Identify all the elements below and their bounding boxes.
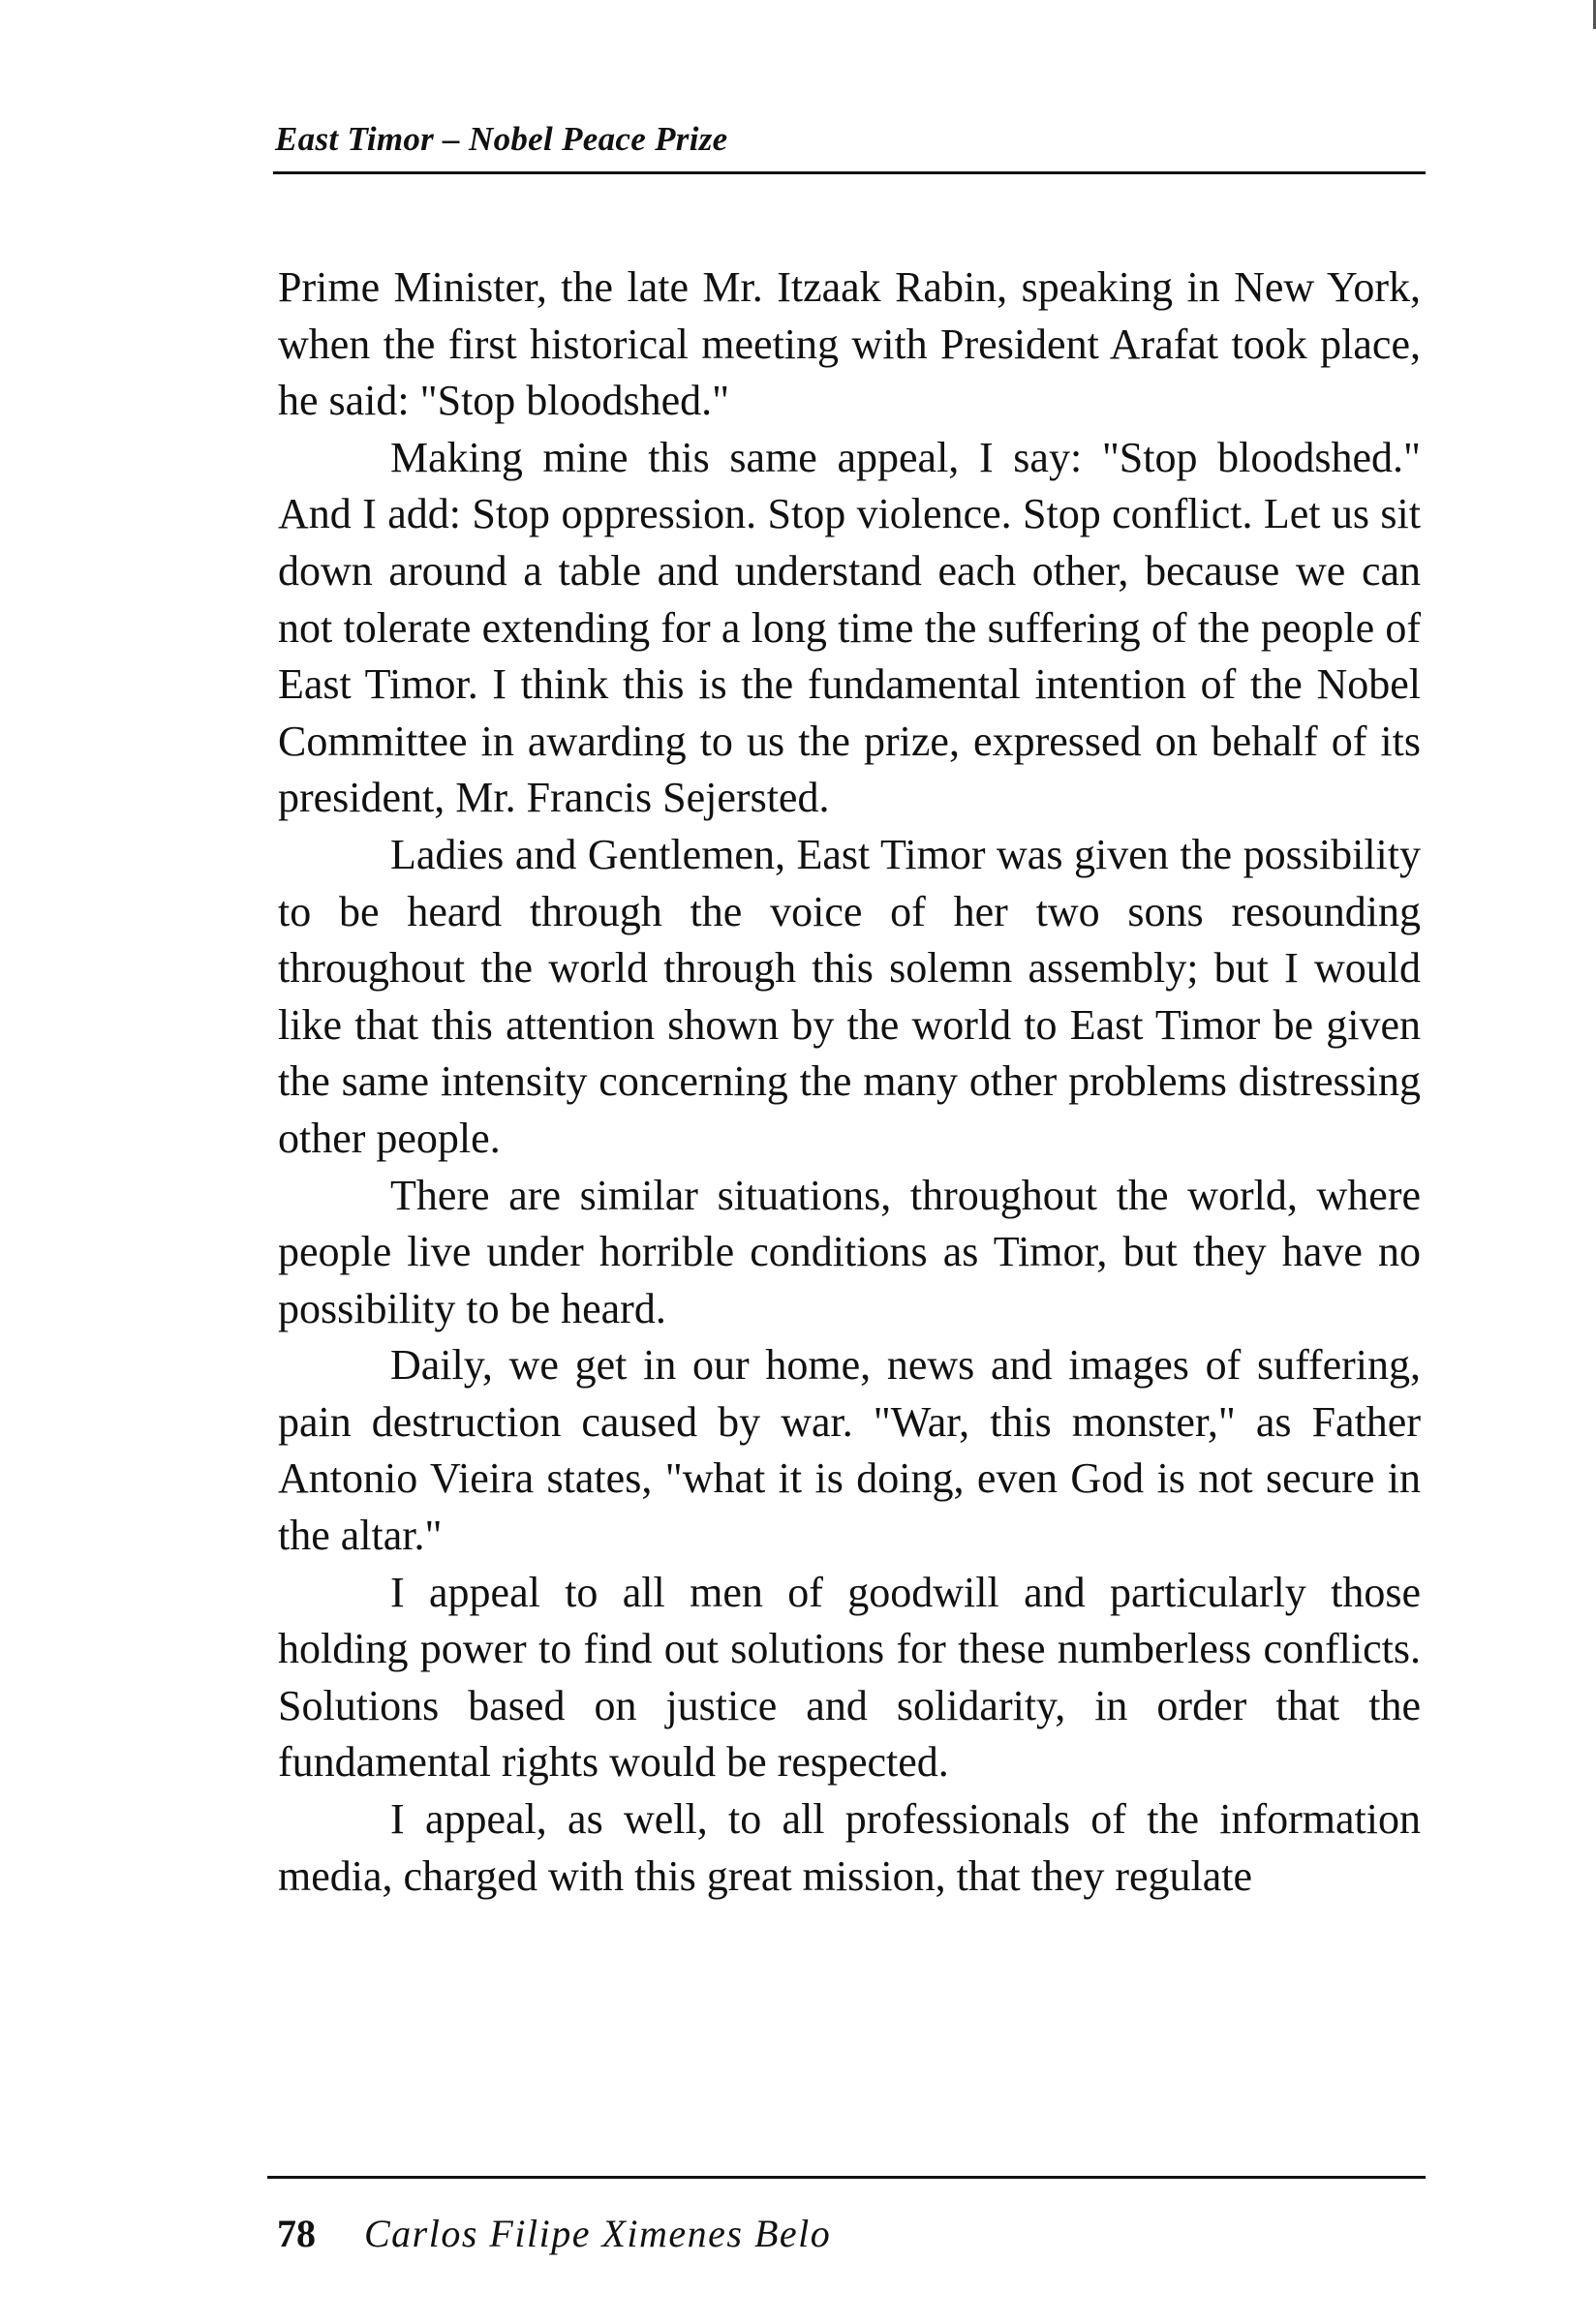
paragraph-6: I appeal to all men of goodwill and particularly those holding power to find out solutions for these numberless conflicts. Solutions based on justice and solidarity, in order that the fundamental rights would be respected. — [278, 1568, 1421, 1787]
paragraph-3: Ladies and Gentlemen, East Timor was given the possibility to be heard through the voice of her two sons resounding throughout the world through this solemn assembly; but I would like that this attention shown by the world to East Timor be given the same intensity concerning the many other problems distressing other people. — [278, 830, 1421, 1162]
paragraph-7: I appeal, as well, to all professionals of the information media, charged with this great mission, that they regulate — [278, 1795, 1421, 1900]
page-footer — [277, 2210, 1342, 2258]
paragraph-2: Making mine this same appeal, I say: "Stop bloodshed." And I add: Stop oppression. Stop violence. Stop conflict. Let us sit down around a table and understand each other, because we can not tolerate extending for a long time the suffering of the people of East Timor. I think this is the fundamental intention of the Nobel Committee in awarding to us the prize, expressed on behalf of its president, Mr. Francis Sejersted. — [278, 433, 1421, 822]
paragraph-5: Daily, we get in our home, news and images of suffering, pain destruction caused by war. "War, this monster," as Father Antonio Vieira states, "what it is doing, even God is not secure in the altar." — [278, 1341, 1421, 1560]
paragraph-1: Prime Minister, the late Mr. Itzaak Rabin, speaking in New York, when the first historical meeting with President Arafat took place, he said: "Stop bloodshed." — [278, 263, 1421, 425]
running-header-title: East Timor – Nobel Peace Prize — [275, 120, 728, 158]
paragraph-4: There are similar situations, throughout the world, where people live under horrible conditions as Timor, but they have no possibility to be heard. — [278, 1171, 1421, 1332]
body-text — [278, 260, 1421, 1905]
footer-rule — [267, 2176, 1426, 2179]
footer-author: Carlos Filipe Ximenes Belo — [364, 2212, 832, 2255]
header-rule — [273, 171, 1426, 174]
page-number: 78 — [277, 2212, 316, 2255]
